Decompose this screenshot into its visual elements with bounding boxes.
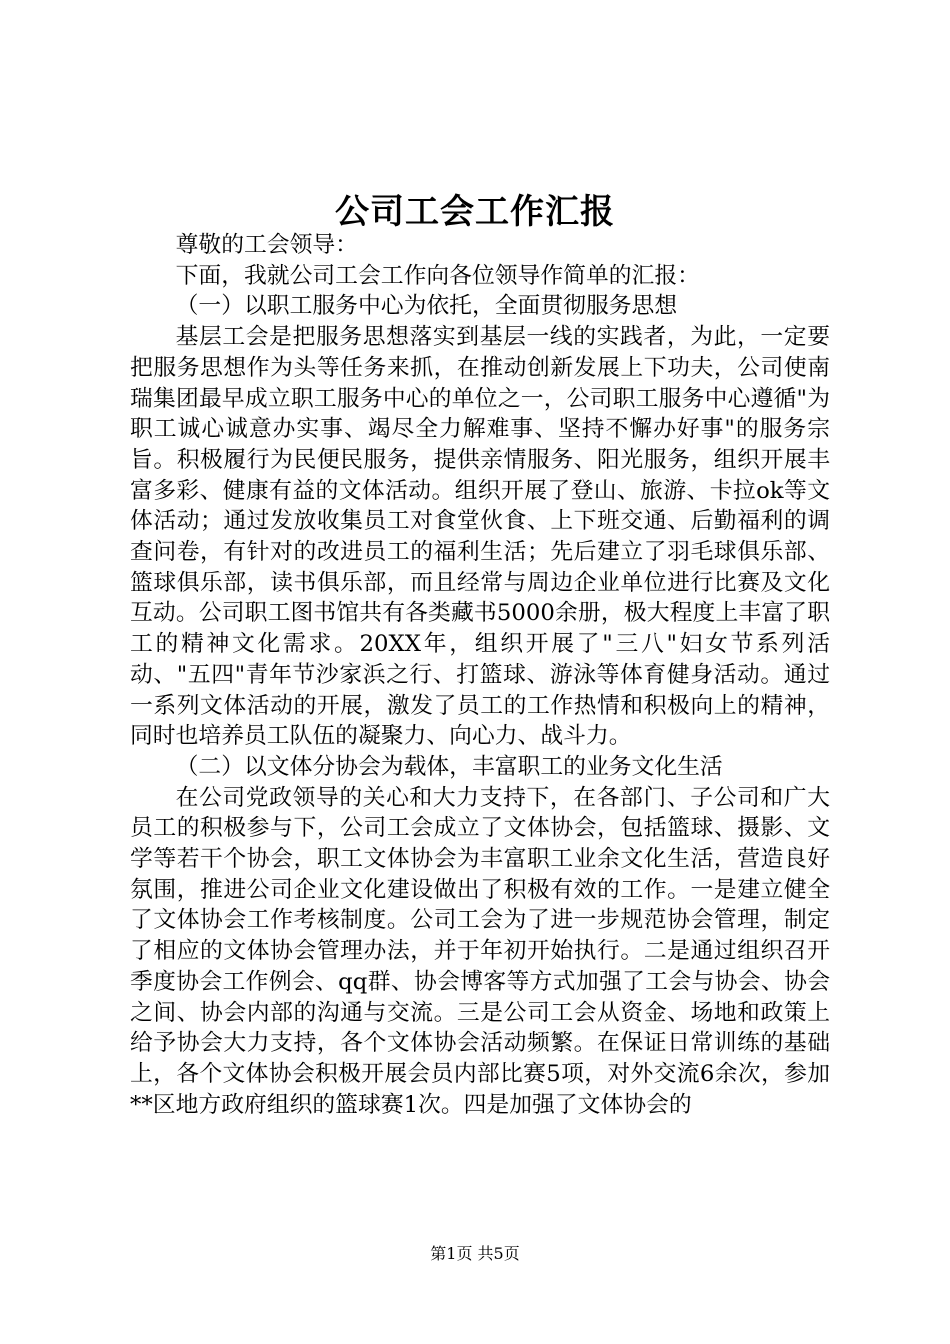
intro-paragraph: 下面，我就公司工会工作向各位领导作简单的汇报： [175,262,700,289]
document-body [130,230,830,1120]
salutation: 尊敬的工会领导： [175,232,358,258]
body-paragraph: 在公司党政领导的关心和大力支持下，在各部门、子公司和广大员工的积极参与下，公司工会成立了文体协会，包括篮球、摄影、文学等若干个协会，职工文体协会为丰富职工业余文化生活，营造良好氛围，推进公司企业文化建设做出了积极有效的工作。一是建立健全了文体协会工作考核制度。公司工会为了进一步规范协会管理，制定了相应的文体协会管理办法，并于年初开始执行。二是通过组织召开季度协会工作例会、qq群、协会博客等方式加强了工会与协会、协会之间、协会内部的沟通与交流。三是公司工会从资金、场地和政策上给予协会大力支持，各个文体协会活动频繁。在保证日常训练的基础上，各个文体协会积极开展会员内部比赛5项，对外交流6余次，参加**区地方政府组织的篮球赛1次。四是加强了文体协会的 [130,784,830,1118]
section-heading-1: （一）以职工服务中心为依托，全面贯彻服务思想 [175,293,678,320]
document-title: 公司工会工作汇报 [335,192,615,232]
section-heading-2: （二）以文体分协会为载体，丰富职工的业务文化生活 [175,753,723,780]
page-footer: 第1页 共5页 [430,1244,520,1263]
body-paragraph: 基层工会是把服务思想落实到基层一线的实践者，为此，一定要把服务思想作为头等任务来抓，在推动创新发展上下功夫，公司使南瑞集团最早成立职工服务中心的单位之一，公司职工服务中心遵循"为职工诚心诚意办实事、竭尽全力解难事、坚持不懈办好事"的服务宗旨。积极履行为民便民服务，提供亲情服务、阳光服务，组织开展丰富多彩、健康有益的文体活动。组织开展了登山、旅游、卡拉ok等文体活动；通过发放收集员工对食堂伙食、上下班交通、后勤福利的调查问卷，有针对的改进员工的福利生活；先后建立了羽毛球俱乐部、篮球俱乐部，读书俱乐部，而且经常与周边企业单位进行比赛及文化互动。公司职工图书馆共有各类藏书5000余册，极大程度上丰富了职工的精神文化需求。20XX年，组织开展了"三八"妇女节系列活动、"五四"青年节沙家浜之行、打篮球、游泳等体育健身活动。通过一系列文体活动的开展，激发了员工的工作热情和积极向上的精神，同时也培养员工队伍的凝聚力、向心力、战斗力。 [130,324,830,750]
